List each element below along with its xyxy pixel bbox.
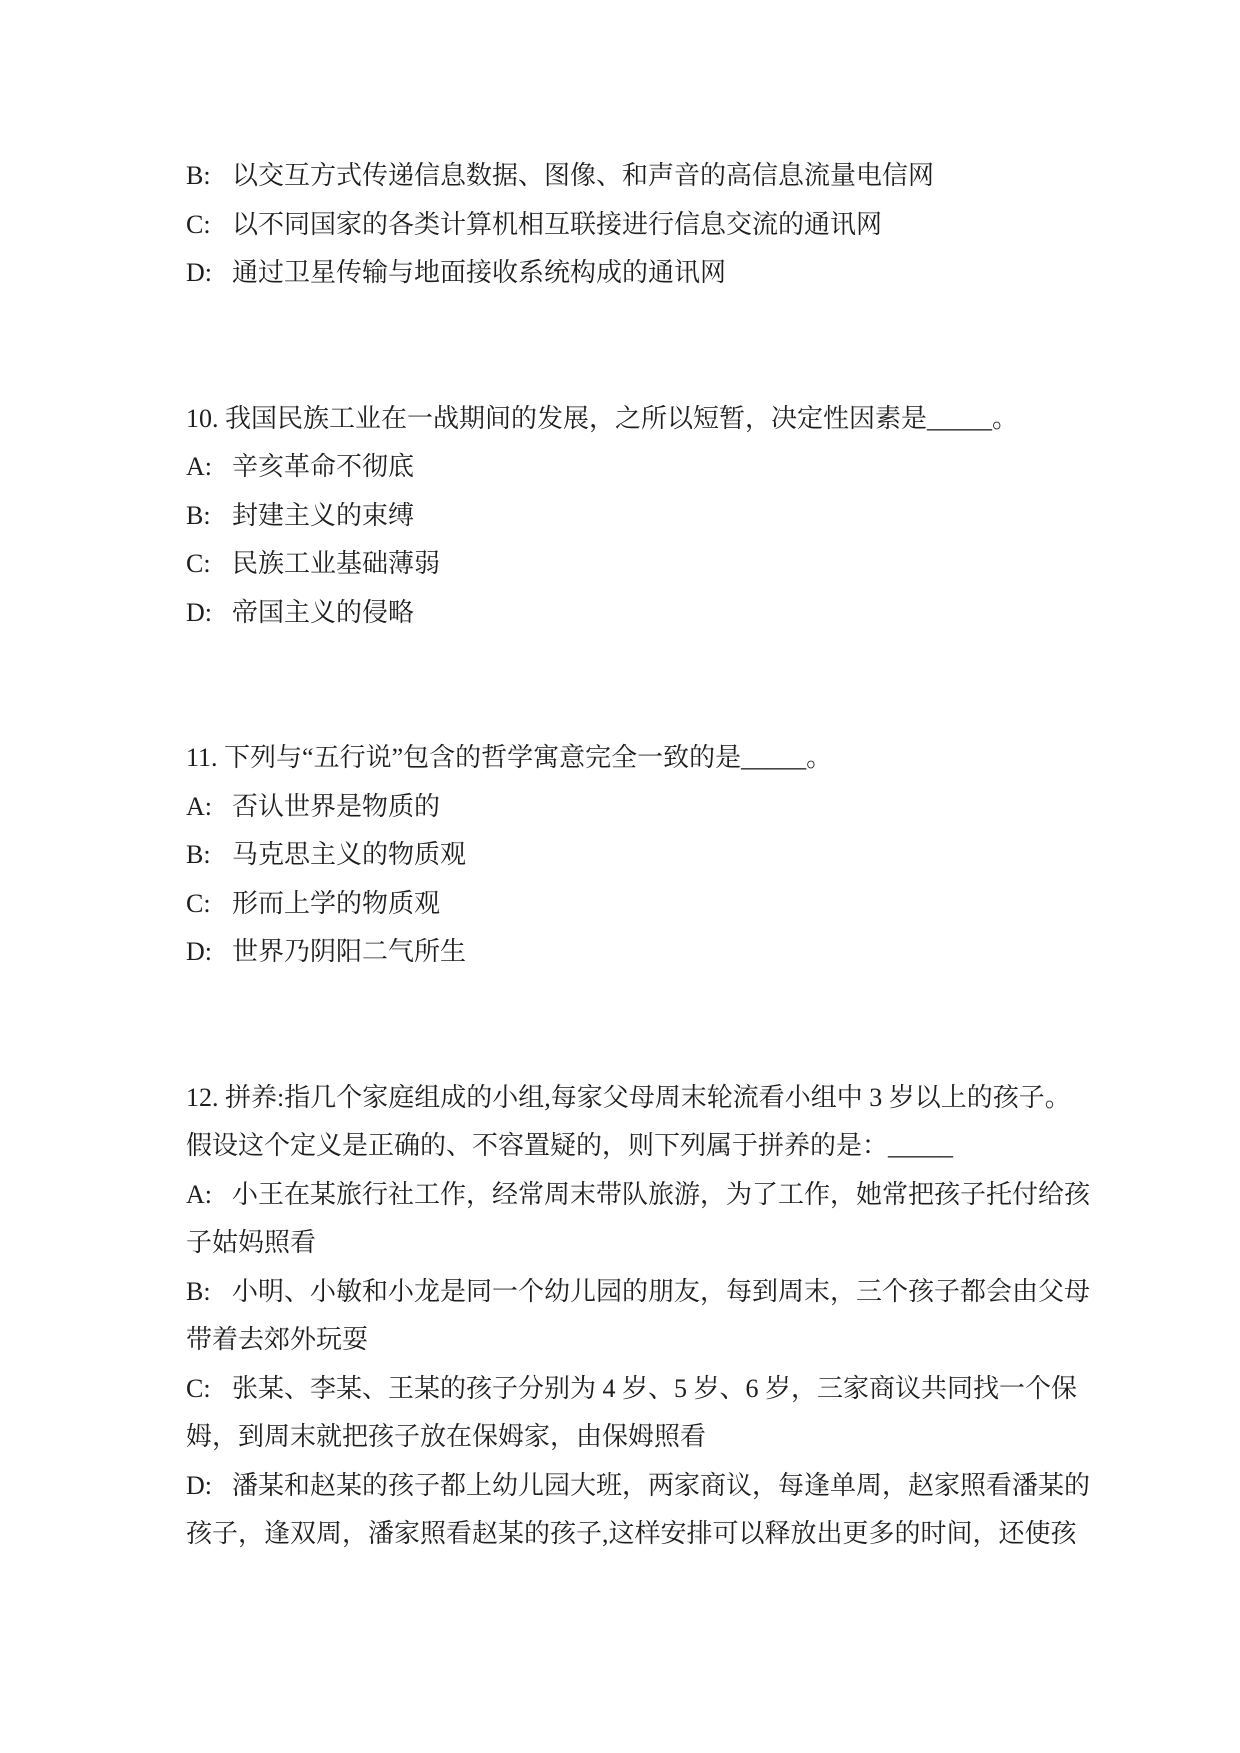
question-10-block	[186, 395, 1106, 638]
q9-option-c	[186, 201, 1106, 250]
q10-option-a-text: 辛亥革命不彻底	[232, 452, 415, 481]
q10-option-c-text: 民族工业基础薄弱	[232, 549, 441, 578]
q10-option-b-text: 封建主义的束缚	[232, 500, 415, 530]
q10-option-c	[186, 540, 1106, 589]
q12-option-c-line-2	[186, 1413, 1106, 1462]
q9-option-d-text: 通过卫星传输与地面接收系统构成的通讯网	[232, 258, 727, 287]
q12-option-c-line-1-text: 张某、李某、王某的孩子分别为 4 岁、5 岁、6 岁，三家商议共同找一个保	[232, 1373, 1078, 1403]
question-11-block	[186, 734, 1106, 977]
q10-option-d	[186, 589, 1106, 638]
question-12-block	[186, 1074, 1106, 1559]
q12-option-a-line-2	[186, 1219, 1106, 1268]
q11-option-a-label: A:	[186, 791, 212, 821]
q11-stem-text: 11. 下列与“五行说”包含的哲学寓意完全一致的是_____。	[186, 743, 833, 772]
q9-option-c-label: C:	[186, 209, 211, 239]
q12-option-a-line-2-text: 子姑妈照看	[186, 1228, 317, 1257]
q10-option-d-label: D:	[186, 597, 212, 627]
q10-stem-text: 10. 我国民族工业在一战期间的发展，之所以短暂，决定性因素是_____。	[186, 403, 1019, 433]
q9-option-b-text: 以交互方式传递信息数据、图像、和声音的高信息流量电信网	[232, 161, 935, 190]
page-content	[186, 152, 1106, 1656]
q9-option-c-text: 以不同国家的各类计算机相互联接进行信息交流的通讯网	[232, 209, 883, 239]
q12-option-a-line-1-text: 小王在某旅行社工作，经常周末带队旅游，为了工作，她常把孩子托付给孩	[232, 1179, 1091, 1209]
q11-option-c	[186, 880, 1106, 929]
q10-option-c-label: C:	[186, 549, 211, 578]
q11-option-d-label: D:	[186, 937, 212, 966]
q12-stem-line-1	[186, 1074, 1106, 1123]
q11-option-c-text: 形而上学的物质观	[232, 888, 441, 918]
q11-option-c-label: C:	[186, 888, 211, 918]
q11-option-b-label: B:	[186, 840, 211, 869]
q12-option-d-label: D:	[186, 1470, 212, 1500]
q11-option-d	[186, 928, 1106, 977]
q9-option-d	[186, 249, 1106, 298]
q12-option-b-label: B:	[186, 1276, 211, 1306]
q10-option-a	[186, 443, 1106, 492]
q12-option-a-line-1	[186, 1171, 1106, 1220]
q11-option-a-text: 否认世界是物质的	[232, 791, 441, 821]
q11-option-d-text: 世界乃阴阳二气所生	[232, 937, 467, 966]
q12-option-b-line-2-text: 带着去郊外玩耍	[186, 1325, 369, 1354]
q12-stem-line-2	[186, 1122, 1106, 1171]
q12-option-c-line-1	[186, 1365, 1106, 1414]
q11-option-a	[186, 783, 1106, 832]
q9-option-b-label: B:	[186, 161, 211, 190]
q12-stem-line-2-text: 假设这个定义是正确的、不容置疑的，则下列属于拼养的是：_____	[186, 1131, 954, 1160]
q10-option-b-label: B:	[186, 500, 211, 530]
q10-option-d-text: 帝国主义的侵略	[232, 597, 415, 627]
q12-option-b-line-1	[186, 1268, 1106, 1317]
q12-option-b-line-1-text: 小明、小敏和小龙是同一个幼儿园的朋友，每到周末，三个孩子都会由父母	[232, 1276, 1091, 1306]
q12-option-d-line-2-text: 孩子，逢双周，潘家照看赵某的孩子,这样安排可以释放出更多的时间，还使孩	[186, 1519, 1077, 1548]
q12-option-d-line-1	[186, 1462, 1106, 1511]
q10-option-a-label: A:	[186, 452, 212, 481]
q12-option-b-line-2	[186, 1316, 1106, 1365]
q9-option-d-label: D:	[186, 258, 212, 287]
q12-option-c-label: C:	[186, 1373, 211, 1403]
question-9-options-block	[186, 152, 1106, 298]
q12-stem-line-1-text: 12. 拼养:指几个家庭组成的小组,每家父母周末轮流看小组中 3 岁以上的孩子。	[186, 1082, 1071, 1112]
q11-option-b-text: 马克思主义的物质观	[232, 840, 467, 869]
q11-option-b	[186, 831, 1106, 880]
q12-option-c-line-2-text: 姆，到周末就把孩子放在保姆家，由保姆照看	[186, 1422, 707, 1451]
q12-option-d-line-1-text: 潘某和赵某的孩子都上幼儿园大班，两家商议，每逢单周，赵家照看潘某的	[232, 1470, 1091, 1500]
q10-option-b	[186, 492, 1106, 541]
q9-option-b	[186, 152, 1106, 201]
q10-stem	[186, 395, 1106, 444]
q11-stem	[186, 734, 1106, 783]
q12-option-d-line-2	[186, 1510, 1106, 1559]
q12-option-a-label: A:	[186, 1179, 212, 1209]
